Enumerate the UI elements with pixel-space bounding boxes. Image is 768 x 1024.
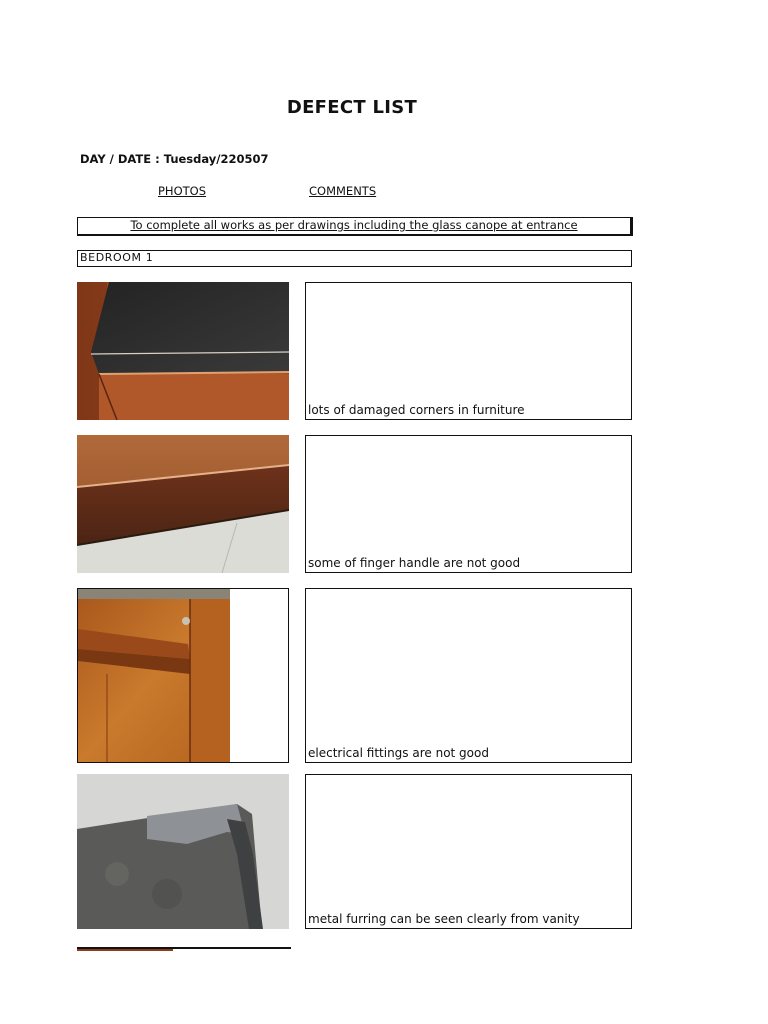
section-label: BEDROOM 1 — [77, 250, 632, 267]
scope-note: To complete all works as per drawings including the glass canope at entrance — [77, 217, 633, 236]
day-date-line: DAY / DATE : Tuesday/220507 — [80, 152, 269, 166]
defect-comment-text: some of finger handle are not good — [308, 556, 521, 570]
comments-column-header: COMMENTS — [309, 184, 377, 198]
defect-comment-box-4 — [305, 774, 632, 929]
defect-comment-text: electrical fittings are not good — [308, 746, 489, 760]
defect-photo-4 — [77, 774, 289, 929]
defect-photo-2 — [77, 435, 289, 573]
defect-photo-3 — [77, 588, 289, 763]
next-photo-edge — [77, 949, 173, 951]
defect-comment-box-2 — [305, 435, 632, 573]
defect-comment-text: lots of damaged corners in furniture — [308, 403, 525, 417]
defect-photo-1 — [77, 282, 289, 420]
photos-column-header: PHOTOS — [158, 184, 207, 198]
defect-comment-text: metal furring can be seen clearly from vanity — [308, 912, 580, 926]
defect-comment-box-1 — [305, 282, 632, 420]
defect-comment-box-3 — [305, 588, 632, 763]
page-title: DEFECT LIST — [286, 97, 418, 118]
